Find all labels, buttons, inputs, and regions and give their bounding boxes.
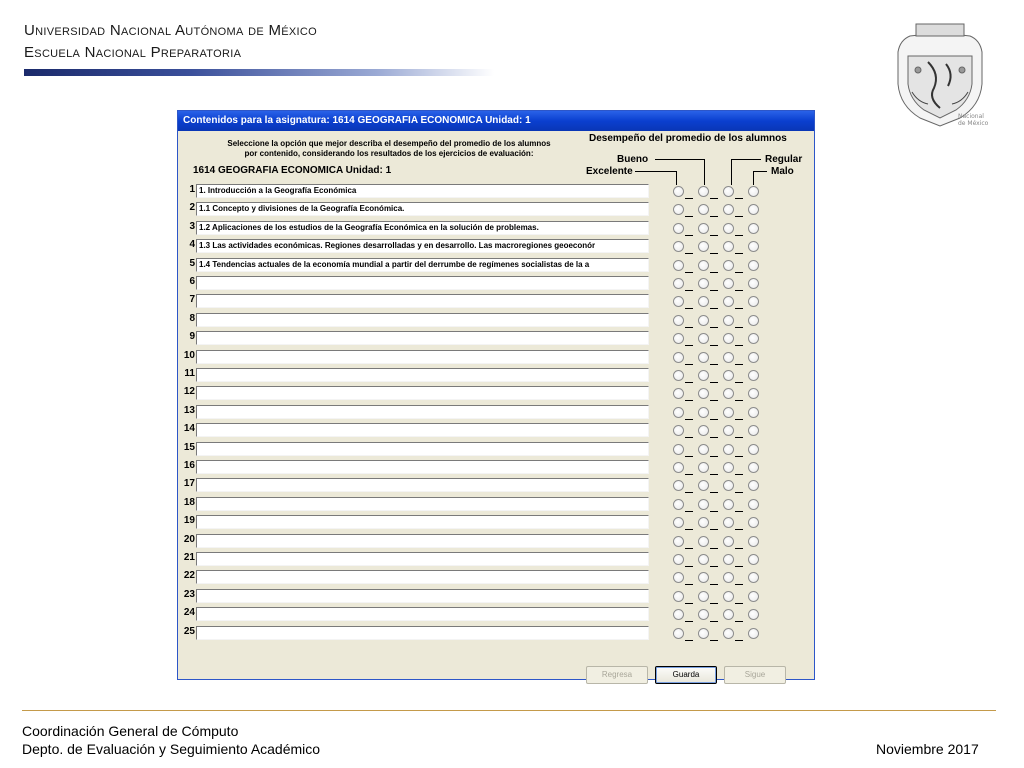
back-button[interactable]: Regresa xyxy=(586,666,648,684)
table-row xyxy=(181,495,781,513)
radio-separator xyxy=(710,253,718,254)
content-field[interactable] xyxy=(196,386,649,400)
radio-separator xyxy=(685,400,693,401)
content-field[interactable] xyxy=(196,534,649,548)
bueno-radio[interactable] xyxy=(698,462,709,473)
content-field[interactable]: 1.1 Concepto y divisiones de la Geografía Económica. xyxy=(196,202,649,216)
radio-separator xyxy=(735,640,743,641)
radio-separator xyxy=(710,290,718,291)
malo-radio[interactable] xyxy=(748,572,759,583)
radio-separator xyxy=(710,382,718,383)
radio-separator xyxy=(710,640,718,641)
radio-separator xyxy=(735,529,743,530)
bueno-radio[interactable] xyxy=(698,278,709,289)
slide-header xyxy=(24,20,317,64)
excelente-radio[interactable] xyxy=(673,591,684,602)
malo-radio[interactable] xyxy=(748,241,759,252)
next-button[interactable]: Sigue xyxy=(724,666,786,684)
content-field[interactable] xyxy=(196,294,649,308)
malo-radio[interactable] xyxy=(748,628,759,639)
radio-separator xyxy=(735,216,743,217)
radio-separator xyxy=(710,437,718,438)
content-field[interactable] xyxy=(196,497,649,511)
radio-separator xyxy=(710,235,718,236)
malo-radio[interactable] xyxy=(748,499,759,510)
malo-radio[interactable] xyxy=(748,517,759,528)
radio-separator xyxy=(735,437,743,438)
malo-radio[interactable] xyxy=(748,554,759,565)
malo-radio[interactable] xyxy=(748,315,759,326)
content-field[interactable] xyxy=(196,368,649,382)
bueno-radio[interactable] xyxy=(698,186,709,197)
table-row xyxy=(181,311,781,329)
radio-separator xyxy=(710,272,718,273)
malo-radio[interactable] xyxy=(748,278,759,289)
content-field[interactable]: 1.4 Tendencias actuales de la economía mundial a partir del derrumbe de regímenes socialistas de la a xyxy=(196,258,649,272)
row-number: 22 xyxy=(183,570,195,582)
radio-separator xyxy=(735,308,743,309)
malo-radio[interactable] xyxy=(748,296,759,307)
regular-radio[interactable] xyxy=(723,536,734,547)
excelente-radio[interactable] xyxy=(673,223,684,234)
radio-separator xyxy=(710,511,718,512)
footer-date: Noviembre 2017 xyxy=(876,741,979,757)
radio-separator xyxy=(735,253,743,254)
content-field[interactable] xyxy=(196,626,649,640)
row-number: 6 xyxy=(189,276,195,287)
malo-radio[interactable] xyxy=(748,444,759,455)
instructions xyxy=(199,139,579,159)
regular-radio[interactable] xyxy=(723,425,734,436)
radio-separator xyxy=(710,474,718,475)
excelente-radio[interactable] xyxy=(673,628,684,639)
save-button[interactable]: Guarda xyxy=(655,666,717,684)
table-row xyxy=(181,587,781,605)
subject-label: 1614 GEOGRAFIA ECONOMICA Unidad: 1 xyxy=(193,165,392,176)
row-number: 17 xyxy=(183,478,195,490)
radio-separator xyxy=(735,364,743,365)
regular-radio[interactable] xyxy=(723,296,734,307)
radio-separator xyxy=(710,216,718,217)
table-row xyxy=(181,403,781,421)
regular-radio[interactable] xyxy=(723,278,734,289)
malo-radio[interactable] xyxy=(748,370,759,381)
window-body xyxy=(181,131,811,679)
radio-separator xyxy=(685,253,693,254)
radio-separator xyxy=(710,345,718,346)
radio-separator xyxy=(685,584,693,585)
row-number: 25 xyxy=(183,625,195,637)
row-number: 12 xyxy=(183,386,195,398)
radio-separator xyxy=(710,548,718,549)
unam-enp-crest-icon xyxy=(888,22,992,128)
university-name: Universidad Nacional Autónoma de México xyxy=(24,22,317,39)
row-number: 16 xyxy=(183,460,195,471)
bueno-radio[interactable] xyxy=(698,517,709,528)
radio-separator xyxy=(735,511,743,512)
window-title[interactable]: Contenidos para la asignatura: 1614 GEOGRAFIA ECONOMICA Unidad: 1 xyxy=(178,111,814,131)
radio-separator xyxy=(685,456,693,457)
radio-separator xyxy=(735,603,743,604)
table-row xyxy=(181,513,781,531)
row-number: 19 xyxy=(183,515,195,527)
content-field[interactable] xyxy=(196,515,649,529)
radio-separator xyxy=(710,584,718,585)
row-number: 7 xyxy=(189,294,195,306)
table-row xyxy=(181,568,781,586)
table-row xyxy=(181,274,781,292)
row-number: 14 xyxy=(183,423,195,435)
row-number: 5 xyxy=(189,257,195,269)
table-row xyxy=(181,256,781,274)
table-row xyxy=(181,182,781,200)
row-number: 13 xyxy=(183,404,195,416)
excelente-radio[interactable] xyxy=(673,572,684,583)
regular-radio[interactable] xyxy=(723,444,734,455)
instructions-line-2: por contenido, considerando los resultados de los ejercicios de evaluación: xyxy=(244,149,534,158)
table-row xyxy=(181,605,781,623)
bueno-radio[interactable] xyxy=(698,204,709,215)
radio-separator xyxy=(685,621,693,622)
table-row xyxy=(181,440,781,458)
content-field[interactable]: 1. Introducción a la Geografía Económica xyxy=(196,184,649,198)
radio-separator xyxy=(710,419,718,420)
malo-radio[interactable] xyxy=(748,333,759,344)
malo-radio[interactable] xyxy=(748,480,759,491)
excelente-radio[interactable] xyxy=(673,480,684,491)
malo-radio[interactable] xyxy=(748,223,759,234)
radio-separator xyxy=(685,492,693,493)
bueno-radio[interactable] xyxy=(698,480,709,491)
bueno-radio[interactable] xyxy=(698,333,709,344)
table-row xyxy=(181,292,781,310)
row-number: 8 xyxy=(189,312,195,324)
bueno-radio[interactable] xyxy=(698,536,709,547)
regular-radio[interactable] xyxy=(723,628,734,639)
bueno-radio[interactable] xyxy=(698,591,709,602)
row-number: 11 xyxy=(184,368,195,379)
excelente-radio[interactable] xyxy=(673,388,684,399)
table-row xyxy=(181,219,781,237)
radio-separator xyxy=(685,198,693,199)
row-number: 24 xyxy=(183,607,195,619)
table-row xyxy=(181,550,781,568)
content-field[interactable]: 1.3 Las actividades económicas. Regiones desarrolladas y en desarrollo. Las macroregiones geoeconór xyxy=(196,239,649,253)
regular-radio[interactable] xyxy=(723,241,734,252)
regular-radio[interactable] xyxy=(723,572,734,583)
row-number: 1 xyxy=(189,184,195,195)
content-field[interactable] xyxy=(196,442,649,456)
content-field[interactable] xyxy=(196,552,649,566)
excelente-radio[interactable] xyxy=(673,315,684,326)
table-row xyxy=(181,532,781,550)
malo-radio[interactable] xyxy=(748,186,759,197)
radio-separator xyxy=(710,364,718,365)
table-row xyxy=(181,421,781,439)
radio-separator xyxy=(710,621,718,622)
bueno-radio[interactable] xyxy=(698,444,709,455)
bueno-radio[interactable] xyxy=(698,499,709,510)
content-field[interactable] xyxy=(196,331,649,345)
malo-radio[interactable] xyxy=(748,260,759,271)
logo-text-1: Nacional xyxy=(958,113,984,120)
table-row xyxy=(181,476,781,494)
radio-separator xyxy=(685,419,693,420)
logo-text-2: de México xyxy=(958,120,989,127)
content-field[interactable] xyxy=(196,589,649,603)
excelente-radio[interactable] xyxy=(673,536,684,547)
excelente-radio[interactable] xyxy=(673,554,684,565)
row-number: 2 xyxy=(189,202,195,214)
radio-separator xyxy=(735,327,743,328)
radio-separator xyxy=(735,198,743,199)
excelente-radio[interactable] xyxy=(673,296,684,307)
regular-radio[interactable] xyxy=(723,223,734,234)
header-gradient-bar xyxy=(24,69,494,76)
malo-radio[interactable] xyxy=(748,204,759,215)
regular-radio[interactable] xyxy=(723,554,734,565)
radio-separator xyxy=(685,566,693,567)
content-field[interactable] xyxy=(196,350,649,364)
table-row xyxy=(181,329,781,347)
radio-separator xyxy=(710,566,718,567)
radio-separator xyxy=(735,492,743,493)
radio-separator xyxy=(710,456,718,457)
radio-separator xyxy=(735,548,743,549)
performance-title: Desempeño del promedio de los alumnos xyxy=(589,133,787,144)
radio-separator xyxy=(735,345,743,346)
row-number: 18 xyxy=(183,496,195,508)
bueno-radio[interactable] xyxy=(698,370,709,381)
regular-radio[interactable] xyxy=(723,591,734,602)
radio-separator xyxy=(735,584,743,585)
bueno-radio[interactable] xyxy=(698,315,709,326)
radio-separator xyxy=(685,382,693,383)
radio-separator xyxy=(685,511,693,512)
excelente-radio[interactable] xyxy=(673,370,684,381)
regular-radio[interactable] xyxy=(723,517,734,528)
regular-radio[interactable] xyxy=(723,186,734,197)
excelente-radio[interactable] xyxy=(673,425,684,436)
excelente-radio[interactable] xyxy=(673,352,684,363)
radio-separator xyxy=(735,272,743,273)
radio-separator xyxy=(685,216,693,217)
radio-separator xyxy=(685,308,693,309)
radio-separator xyxy=(685,290,693,291)
radio-separator xyxy=(710,198,718,199)
footer-line-1: Coordinación General de Cómputo xyxy=(22,723,239,739)
table-row xyxy=(181,624,781,642)
bueno-radio[interactable] xyxy=(698,554,709,565)
row-number: 15 xyxy=(183,441,195,453)
content-field[interactable] xyxy=(196,405,649,419)
malo-radio[interactable] xyxy=(748,609,759,620)
row-number: 23 xyxy=(183,588,195,600)
bueno-radio[interactable] xyxy=(698,609,709,620)
excelente-radio[interactable] xyxy=(673,241,684,252)
radio-separator xyxy=(685,474,693,475)
excelente-radio[interactable] xyxy=(673,609,684,620)
radio-separator xyxy=(710,327,718,328)
radio-separator xyxy=(710,400,718,401)
bueno-radio[interactable] xyxy=(698,572,709,583)
school-name: Escuela Nacional Preparatoria xyxy=(24,44,242,61)
instructions-line-1: Seleccione la opción que mejor describa el desempeño del promedio de los alumnos xyxy=(227,139,551,148)
regular-radio[interactable] xyxy=(723,260,734,271)
row-number: 21 xyxy=(183,552,195,563)
content-field[interactable] xyxy=(196,478,649,492)
radio-separator xyxy=(735,235,743,236)
row-number: 9 xyxy=(189,331,195,343)
label-bueno: Bueno xyxy=(617,154,649,165)
excelente-radio[interactable] xyxy=(673,186,684,197)
table-row xyxy=(181,200,781,218)
row-number: 3 xyxy=(189,220,195,232)
radio-separator xyxy=(735,290,743,291)
malo-radio[interactable] xyxy=(748,536,759,547)
content-field[interactable] xyxy=(196,460,649,474)
radio-separator xyxy=(685,640,693,641)
malo-radio[interactable] xyxy=(748,462,759,473)
radio-separator xyxy=(685,345,693,346)
regular-radio[interactable] xyxy=(723,499,734,510)
content-field[interactable] xyxy=(196,570,649,584)
excelente-radio[interactable] xyxy=(673,260,684,271)
radio-separator xyxy=(685,529,693,530)
bueno-radio[interactable] xyxy=(698,223,709,234)
radio-separator xyxy=(685,235,693,236)
malo-radio[interactable] xyxy=(748,407,759,418)
row-number: 10 xyxy=(183,349,195,361)
radio-separator xyxy=(685,548,693,549)
label-malo: Malo xyxy=(771,166,794,177)
footer-line-2: Depto. de Evaluación y Seguimiento Académico xyxy=(22,741,321,757)
table-row xyxy=(181,458,781,476)
bueno-radio[interactable] xyxy=(698,628,709,639)
regular-radio[interactable] xyxy=(723,609,734,620)
bueno-radio[interactable] xyxy=(698,296,709,307)
regular-radio[interactable] xyxy=(723,315,734,326)
radio-separator xyxy=(685,272,693,273)
bueno-radio[interactable] xyxy=(698,260,709,271)
radio-separator xyxy=(710,529,718,530)
radio-separator xyxy=(735,400,743,401)
malo-radio[interactable] xyxy=(748,352,759,363)
content-field[interactable] xyxy=(196,276,649,290)
radio-separator xyxy=(685,437,693,438)
regular-radio[interactable] xyxy=(723,407,734,418)
regular-radio[interactable] xyxy=(723,370,734,381)
radio-separator xyxy=(710,492,718,493)
radio-separator xyxy=(710,603,718,604)
label-regular: Regular xyxy=(765,154,803,165)
excelente-radio[interactable] xyxy=(673,444,684,455)
content-field[interactable] xyxy=(196,423,649,437)
excelente-radio[interactable] xyxy=(673,278,684,289)
label-excelente: Excelente xyxy=(586,166,633,177)
regular-radio[interactable] xyxy=(723,352,734,363)
row-number: 20 xyxy=(183,533,195,545)
content-field[interactable] xyxy=(196,607,649,621)
content-field[interactable]: 1.2 Aplicaciones de los estudios de la Geografía Económica en la solución de problemas. xyxy=(196,221,649,235)
radio-separator xyxy=(735,382,743,383)
content-field[interactable] xyxy=(196,313,649,327)
regular-radio[interactable] xyxy=(723,204,734,215)
radio-separator xyxy=(685,364,693,365)
table-row xyxy=(181,384,781,402)
regular-radio[interactable] xyxy=(723,388,734,399)
regular-radio[interactable] xyxy=(723,333,734,344)
table-row xyxy=(181,366,781,384)
malo-radio[interactable] xyxy=(748,388,759,399)
excelente-radio[interactable] xyxy=(673,499,684,510)
excelente-radio[interactable] xyxy=(673,333,684,344)
regular-radio[interactable] xyxy=(723,480,734,491)
radio-separator xyxy=(735,566,743,567)
bueno-radio[interactable] xyxy=(698,241,709,252)
radio-separator xyxy=(685,327,693,328)
contents-window xyxy=(177,110,815,680)
row-number: 4 xyxy=(189,239,195,251)
regular-radio[interactable] xyxy=(723,462,734,473)
radio-separator xyxy=(735,474,743,475)
radio-separator xyxy=(710,308,718,309)
table-row xyxy=(181,348,781,366)
bueno-radio[interactable] xyxy=(698,388,709,399)
table-row xyxy=(181,237,781,255)
radio-separator xyxy=(735,419,743,420)
excelente-radio[interactable] xyxy=(673,407,684,418)
radio-separator xyxy=(685,603,693,604)
bueno-radio[interactable] xyxy=(698,425,709,436)
excelente-radio[interactable] xyxy=(673,462,684,473)
malo-radio[interactable] xyxy=(748,425,759,436)
bueno-radio[interactable] xyxy=(698,407,709,418)
malo-radio[interactable] xyxy=(748,591,759,602)
radio-separator xyxy=(735,456,743,457)
radio-separator xyxy=(735,621,743,622)
excelente-radio[interactable] xyxy=(673,517,684,528)
footer-rule xyxy=(22,710,996,711)
bueno-radio[interactable] xyxy=(698,352,709,363)
excelente-radio[interactable] xyxy=(673,204,684,215)
